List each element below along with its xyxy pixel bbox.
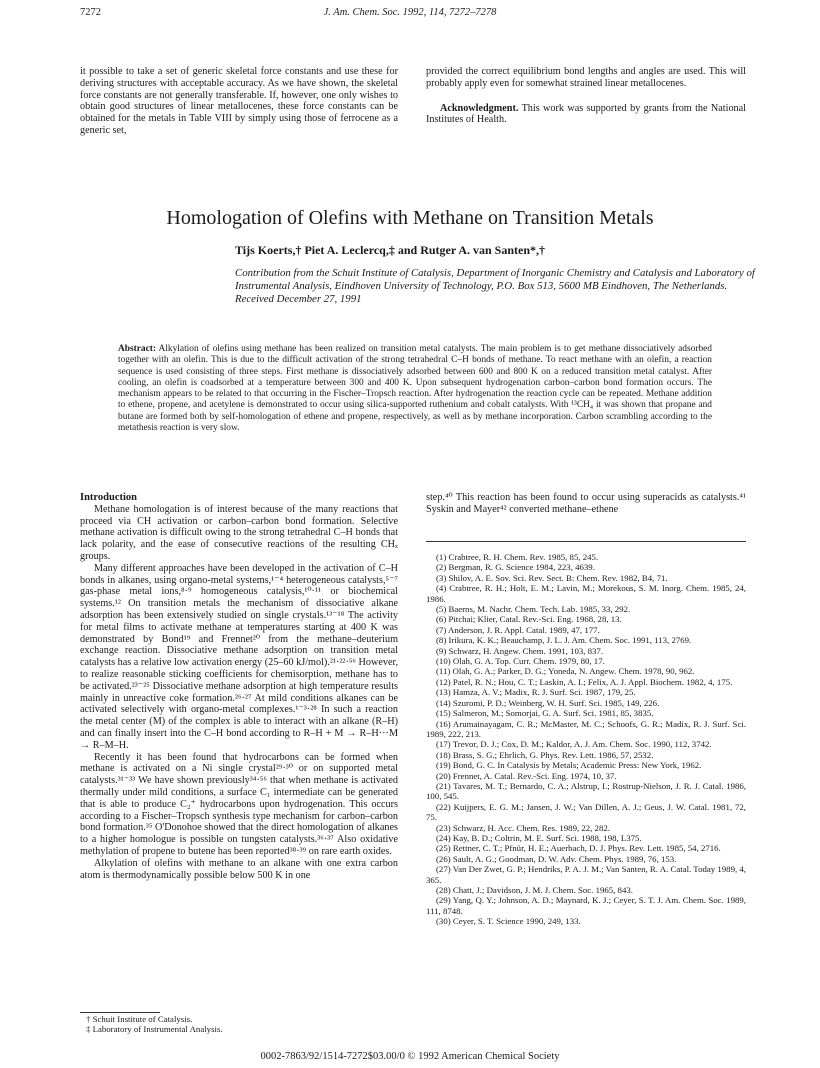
article-affiliation: Contribution from the Schuit Institute of Catalysis, Department of Inorganic Chemistry and Catalysis and Laboratory of Instrumental Analysis, Eindhoven University of Technology, P.O. Box 513, 5600 MB Eindhoven, The Netherlands. Received December 27, 1991 bbox=[235, 267, 755, 305]
reference-item: (11) Olah, G. A.; Parker, D. G.; Yoneda, N. Angew. Chem. 1978, 90, 962. bbox=[436, 666, 695, 677]
reference-item: (15) Salmeron, M.; Somorjai, G. A. Surf. Sci. 1981, 85, 3835. bbox=[436, 708, 654, 719]
abstract-label: Abstract: bbox=[118, 344, 157, 354]
reference-item: (5) Baerns, M. Nachr. Chem. Tech. Lab. 1985, 33, 292. bbox=[436, 604, 631, 615]
previous-article-text: it possible to take a set of generic skeletal force constants and use these for deriving structures with acceptable accuracy. As we have shown, the skeletal force constants are not generally transferable. If, however, one only wishes to obtain good structures of linear metallocenes, these force constants can be obtained for the metals in Table VIII by simply using those of ferrocene as a generic set, bbox=[80, 66, 398, 136]
article-title: Homologation of Olefins with Methane on Transition Metals bbox=[166, 207, 654, 229]
intro-continuation bbox=[426, 492, 746, 516]
reference-item: (6) Pitchai; Klier, Catal. Rev.-Sci. Eng. 1968, 28, 13. bbox=[436, 614, 622, 625]
footnote-divider bbox=[80, 1012, 160, 1013]
reference-item: (3) Shilov, A. E. Sov. Sci. Rev. Sect. B: Chem. Rev. 1982, B4, 71. bbox=[436, 572, 668, 583]
reference-item: (1) Crabtree, R. H. Chem. Rev. 1985, 85, 245. bbox=[436, 552, 599, 562]
intro-continuation-text: step.⁴⁰ This reaction has been found to occur using superacids as catalysts.⁴¹ Syskin and Mayer⁴² converted methane–ethene bbox=[426, 492, 746, 515]
intro-paragraph: Alkylation of olefins with methane to an alkane with one extra carbon atom is thermodynamically possible below 500 K in one bbox=[80, 857, 398, 881]
reference-item: (27) Van Der Zwet, G. P.; Hendriks, P. A. J. M.; Van Santen, R. A. Catal. Today 1989, 4, 365. bbox=[426, 864, 746, 885]
footnotes bbox=[80, 1014, 398, 1035]
reference-item: (26) Sault, A. G.; Goodman, D. W. Adv. Chem. Phys. 1989, 76, 153. bbox=[436, 853, 677, 864]
reference-item: (22) Kuijpers, E. G. M.; Jansen, J. W.; Van Dillen, A. J.; Geus, J. W. Catal. 1981, 72, 75. bbox=[426, 801, 746, 823]
reference-item: (24) Kay, B. D.; Coltrin, M. E. Surf. Sci. 1988, 198, L375. bbox=[436, 832, 642, 843]
reference-item: (25) Rettner, C. T.; Pfnür, H. E.; Auerbach, D. J. Phys. Rev. Lett. 1985, 54, 2716. bbox=[436, 843, 721, 854]
introduction-heading: Introduction bbox=[80, 492, 137, 503]
reference-item: (17) Trevor, D. J.; Cox, D. M.; Kaldor, A. J. Am. Chem. Soc. 1990, 112, 3742. bbox=[436, 739, 712, 750]
reference-item: (29) Yang, Q. Y.; Johnson, A. D.; Maynard, K. J.; Ceyer, S. T. J. Am. Chem. Soc. 1989, 111, 8748. bbox=[426, 895, 746, 916]
intro-paragraph: Many different approaches have been developed in the activation of C–H bonds in alkanes, using organo-metal systems,¹⁻⁴ heterogeneous catalysts,⁵⁻⁷ gas-phase metal ions,⁸·⁹ homogeneous catalysis,¹⁰·¹¹ or biochemical systems.¹² On transition metals the mechanism of dissociative alkane adsorption has been extensively studied on single crystals.¹³⁻¹⁸ The activity for metal films to activate methane at temperatures starting at 400 K was demonstrated by Bond¹⁹ and Frennet²⁰ from the methane–deuterium exchange reaction. Dissociative methane adsorption on transition metal catalysts has a relative low activation energy (25–60 kJ/mol).²¹·²²·⁵⁶ However, to realize reasonable sticking coefficients for chemisorption, methane has to be activated.²³⁻²⁵ Dissociative methane adsorption at high temperature results mainly in unreactive coke formation.²⁶·²⁷ At mild conditions alkanes can be activated selectively with organo-metal complexes.¹⁻³·²⁸ In such a reaction the metal center (M) of the complex is able to interact with an alkane (R–H) and can finally insert into the C–H bond according to R–H + M → R–H···M → R–M–H. bbox=[80, 562, 398, 751]
footnote-item: ‡ Laboratory of Instrumental Analysis. bbox=[86, 1024, 223, 1035]
abstract bbox=[118, 344, 712, 434]
previous-article-text-continued: provided the correct equilibrium bond lengths and angles are used. This will probably apply even for somewhat strained linear metallocenes. bbox=[426, 66, 746, 89]
page-number: 7272 bbox=[80, 7, 101, 18]
reference-item: (8) Irikura, K. K.; Beauchamp, J. L. J. Am. Chem. Soc. 1991, 113, 2769. bbox=[436, 635, 692, 646]
reference-item: (18) Brass, S. G.; Ehrlich, G. Phys. Rev. Lett. 1986, 57, 2532. bbox=[436, 749, 654, 760]
reference-item: (21) Tavares, M. T.; Bernardo, C. A.; Alstrup, I.; Rostrup-Nielson, J. R. J. Catal. 1986, 100, 545. bbox=[426, 780, 746, 802]
acknowledgment-heading: Acknowledgment. bbox=[440, 102, 519, 114]
reference-item: (13) Hamza, A. V.; Madix, R. J. Surf. Sci. 1987, 179, 25. bbox=[436, 687, 636, 698]
references-divider bbox=[426, 541, 746, 542]
page-footer: 0002-7863/92/1514-7272$03.00/0 © 1992 American Chemical Society bbox=[260, 1051, 560, 1062]
references-list bbox=[426, 552, 746, 927]
previous-article-right-column bbox=[426, 66, 746, 126]
footnote-item: † Schuit Institute of Catalysis. bbox=[86, 1014, 193, 1024]
intro-paragraph: Methane homologation is of interest because of the many reactions that proceed via CH activation or carbon–carbon bond formation. Selective methane activation is difficult owing to the strong tetrahedral C–H bonds that lack polarity, and the ease of consecutive reactions of the resulting CHₓ groups. bbox=[80, 503, 398, 562]
reference-item: (23) Schwarz, H. Acc. Chem. Res. 1989, 22, 282. bbox=[436, 822, 610, 833]
acknowledgment bbox=[426, 103, 746, 127]
introduction-column bbox=[80, 492, 398, 881]
journal-citation: J. Am. Chem. Soc. 1992, 114, 7272–7278 bbox=[323, 7, 497, 18]
previous-article-left-column bbox=[80, 66, 398, 137]
article-authors: Tijs Koerts,† Piet A. Leclercq,‡ and Rutger A. van Santen*,† bbox=[235, 243, 545, 257]
reference-item: (14) Szuromi, P. D.; Weinberg, W. H. Surf. Sci. 1985, 149, 226. bbox=[436, 697, 660, 708]
reference-item: (7) Anderson, J. R. Appl. Catal. 1989, 47, 177. bbox=[436, 624, 600, 635]
reference-item: (30) Ceyer, S. T. Science 1990, 249, 133. bbox=[436, 916, 581, 927]
reference-item: (19) Bond, G. C. In Catalysis by Metals; Academic Press: New York, 1962. bbox=[436, 760, 702, 771]
intro-paragraph: Recently it has been found that hydrocarbons can be formed when methane is activated on a Ni single crystal²⁹·³⁰ or on supported metal catalysts.³¹⁻³³ We have shown previously³⁴·⁵⁶ that when methane is activated thermally under mild conditions, a surface C₁ intermediate can be generated that is able to produce C₂⁺ hydrocarbons upon hydrogenation. This occurs according to a Fischer–Tropsch synthesis type mechanism for carbon–carbon bond formation.³⁵ O'Donohoe showed that the direct homologation of alkanes to a higher homologue is possible on tungsten catalysts.³⁶·³⁷ Also oxidative methylation of propene to butene has been reported³⁸·³⁹ on rare earth oxides. bbox=[80, 751, 398, 857]
abstract-text: Alkylation of olefins using methane has been realized on transition metal catalysts. The main problem is to get methane dissociatively adsorbed together with an olefin. This is due to the difficult activation of the strong tetrahedral C–H bonds of methane. To react methane with an olefin, a reaction sequence is used consisting of three steps. First methane is dissociatively adsorbed between 600 and 800 K on a reduced transition metal catalyst. After cooling, an olefin is coadsorbed at a temperature between 300 and 400 K. Upon subsequent hydrogenation carbon–carbon bond formation occurs. The mechanism appears to be related to that occurring in the Fischer–Tropsch reaction. After hydrogenation the reaction cycle can be repeated. Methane addition to ethene, propene, and acetylene is demonstrated to occur using silica-supported ruthenium and cobalt catalysts. With ¹³CH₄ it was shown that propane and butane are formed both by self-homologation of ethene and propene, respectively, as well as by methane incorporation. Carbon scrambling according to the metathesis reaction is very slow. bbox=[118, 344, 712, 434]
acknowledgment-text: This work was supported by grants from the National Institutes of Health. bbox=[426, 102, 746, 126]
reference-item: (20) Frennet, A. Catal. Rev.-Sci. Eng. 1974, 10, 37. bbox=[436, 770, 617, 781]
reference-item: (4) Crabtree, R. H.; Holt, E. M.; Lavin, M.; Morekous, S. M. Inorg. Chem. 1985, 24, 1986. bbox=[426, 583, 746, 604]
reference-item: (2) Bergman, R. G. Science 1984, 223, 4639. bbox=[436, 562, 595, 573]
reference-item: (12) Patel, R. N.; Hou, C. T.; Laskin, A. I.; Felix, A. J. Appl. Biochem. 1982, 4, 175. bbox=[436, 676, 733, 687]
reference-item: (9) Schwarz, H. Angew. Chem. 1991, 103, 837. bbox=[436, 645, 604, 656]
reference-item: (28) Chatt, J.; Davidson, J. M. J. Chem. Soc. 1965, 843. bbox=[436, 885, 633, 895]
reference-item: (10) Olah, G. A. Top. Curr. Chem. 1979, 80, 17. bbox=[436, 656, 605, 667]
reference-item: (16) Arumainayagam, C. R.; McMaster, M. C.; Schoofs, G. R.; Madix, R. J. Surf. Sci. 1989, 222, 213. bbox=[426, 718, 746, 739]
